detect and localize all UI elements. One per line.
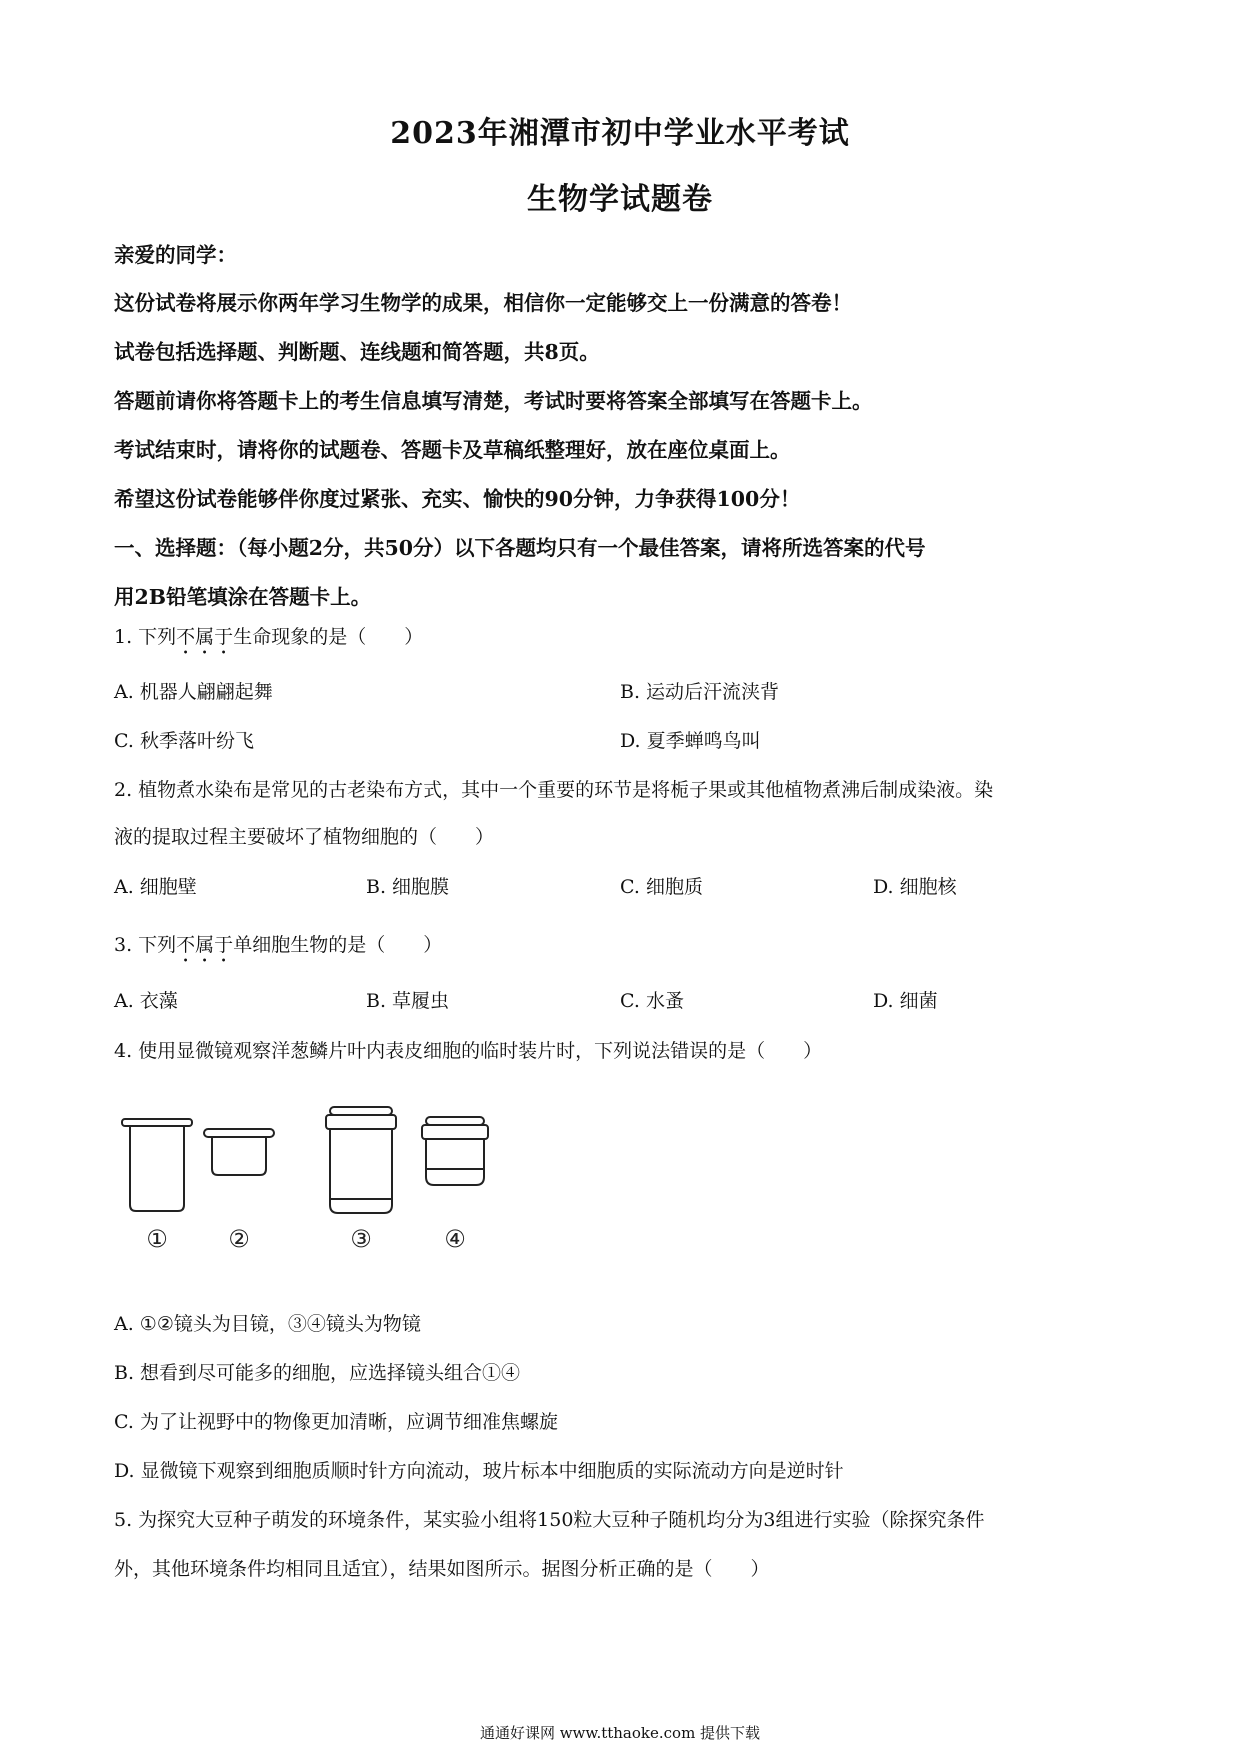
intro-line: 试卷包括选择题、判断题、连线题和简答题，共8页。	[114, 340, 600, 364]
exam-title: 2023年湘潭市初中学业水平考试	[390, 116, 850, 151]
intro-line: 这份试卷将展示你两年学习生物学的成果，相信你一定能够交上一份满意的答卷！	[114, 291, 852, 315]
emphasis-text: 不属于	[176, 626, 234, 648]
intro-line: 答题前请你将答题卡上的考生信息填写清楚，考试时要将答案全部填写在答题卡上。	[114, 389, 873, 413]
intro-line: 希望这份试卷能够伴你度过紧张、充实、愉快的90分钟，力争获得100分！	[114, 487, 801, 511]
lens-2-eyepiece-short	[204, 1129, 274, 1175]
question-5-stem-cont: 外，其他环境条件均相同且适宜），结果如图所示。据图分析正确的是（ ）	[114, 1558, 770, 1580]
option-a[interactable]: A. 机器人翩翩起舞	[114, 681, 273, 703]
option-c[interactable]: C. 秋季落叶纷飞	[114, 730, 254, 752]
question-2-stem: 2. 植物煮水染布是常见的古老染布方式，其中一个重要的环节是将栀子果或其他植物煮沸后制成染液。染	[114, 779, 994, 801]
section-heading-cont: 用2B铅笔填涂在答题卡上。	[114, 585, 372, 609]
intro-line: 考试结束时，请将你的试题卷、答题卡及草稿纸整理好，放在座位桌面上。	[114, 438, 791, 462]
option-d[interactable]: D. 显微镜下观察到细胞质顺时针方向流动，玻片标本中细胞质的实际流动方向是逆时针	[114, 1460, 844, 1482]
option-b[interactable]: B. 运动后汗流浃背	[620, 681, 780, 703]
lens-label-2: ②	[228, 1225, 250, 1253]
option-c[interactable]: C. 水蚤	[620, 990, 684, 1012]
lens-label-4: ④	[444, 1225, 466, 1253]
option-a[interactable]: A. ①②镜头为目镜，③④镜头为物镜	[114, 1313, 421, 1335]
section-heading: 一、选择题：（每小题2分，共50分）以下各题均只有一个最佳答案，请将所选答案的代号	[114, 536, 926, 560]
question-2-stem-cont: 液的提取过程主要破坏了植物细胞的（ ）	[114, 826, 495, 848]
option-d[interactable]: D. 夏季蝉鸣鸟叫	[620, 730, 761, 752]
option-d[interactable]: D. 细胞核	[873, 876, 957, 898]
option-b[interactable]: B. 草履虫	[366, 990, 450, 1012]
option-b[interactable]: B. 想看到尽可能多的细胞，应选择镜头组合①④	[114, 1362, 521, 1384]
question-4-stem: 4. 使用显微镜观察洋葱鳞片叶内表皮细胞的临时装片时，下列说法错误的是（ ）	[114, 1040, 823, 1062]
exam-subtitle: 生物学试题卷	[527, 182, 713, 217]
lens-3-objective-long	[326, 1107, 396, 1213]
option-b[interactable]: B. 细胞膜	[366, 876, 450, 898]
option-d[interactable]: D. 细菌	[873, 990, 938, 1012]
option-a[interactable]: A. 细胞壁	[114, 876, 197, 898]
option-c[interactable]: C. 细胞质	[620, 876, 703, 898]
page-footer: 通通好课网 www.tthaoke.com 提供下载	[479, 1724, 761, 1742]
question-3-stem: 3. 下列不属于单细胞生物的是（ ）	[114, 934, 443, 956]
question-1-stem: 1. 下列不属于生命现象的是（ ）	[114, 626, 424, 648]
intro-greeting: 亲爱的同学：	[114, 243, 237, 267]
option-c[interactable]: C. 为了让视野中的物像更加清晰，应调节细准焦螺旋	[114, 1411, 558, 1433]
microscope-lenses-figure	[120, 1105, 520, 1255]
emphasis-text: 不属于	[176, 934, 234, 956]
lens-label-1: ①	[146, 1225, 168, 1253]
lens-1-eyepiece-long	[122, 1119, 192, 1211]
lens-4-objective-short	[422, 1117, 488, 1185]
option-a[interactable]: A. 衣藻	[114, 990, 178, 1012]
lens-label-3: ③	[350, 1225, 372, 1253]
question-5-stem: 5. 为探究大豆种子萌发的环境条件，某实验小组将150粒大豆种子随机均分为3组进行实验（除探究条件	[114, 1509, 985, 1531]
